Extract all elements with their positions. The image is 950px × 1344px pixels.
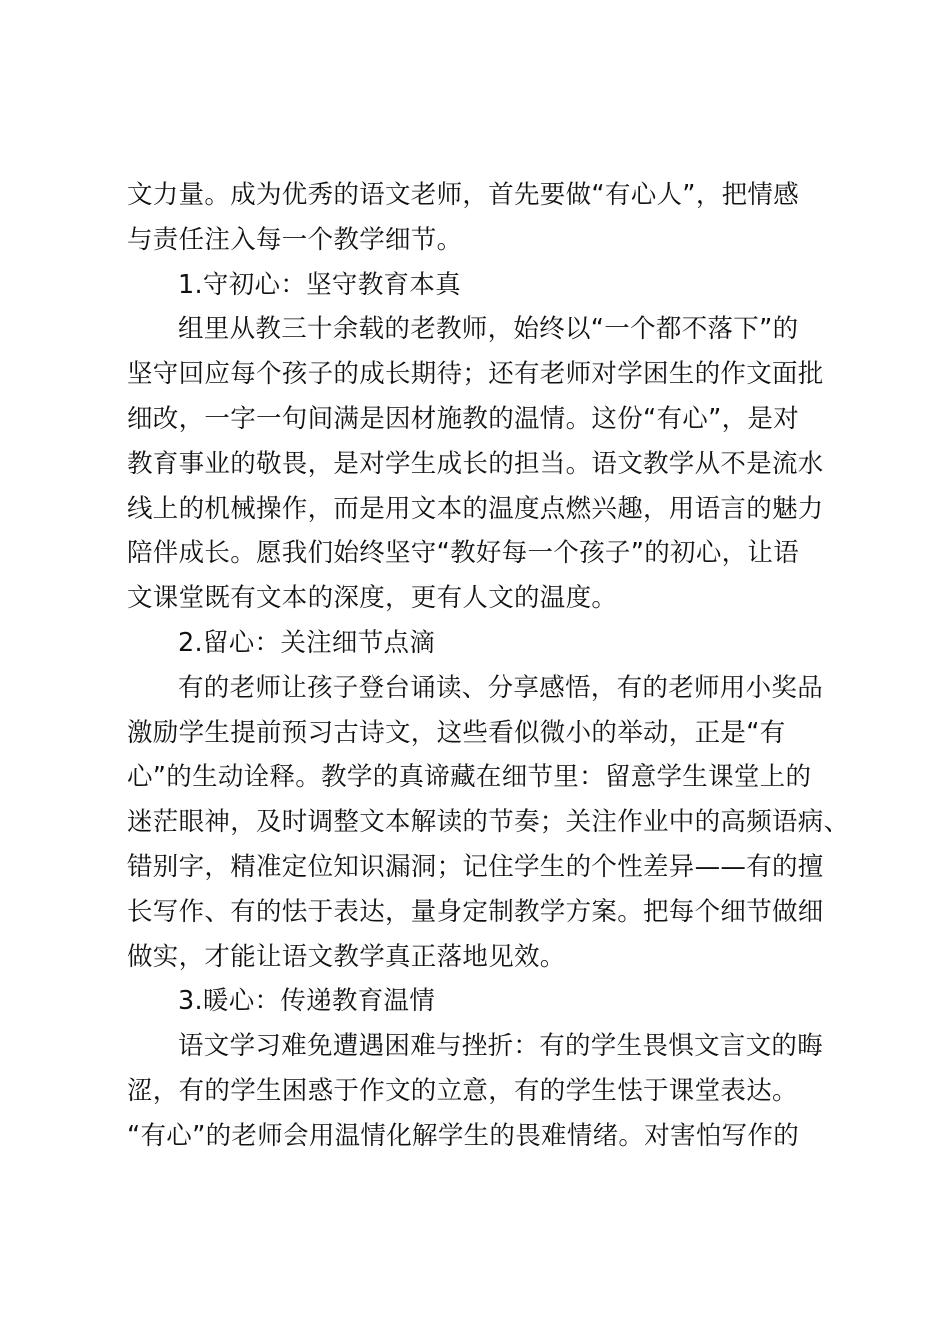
text-line: 错别字，精准定位知识漏洞；记住学生的个性差异——有的擅 (127, 851, 824, 882)
text-line: 心”的生动诠释。教学的真谛藏在细节里：留意学生课堂上的 (127, 762, 812, 793)
text-line: 线上的机械操作，而是用文本的温度点燃兴趣，用语言的魅力 (127, 493, 824, 524)
text-line: 激励学生提前预习古诗文，这些看似微小的举动，正是“有 (127, 717, 786, 748)
section-heading: 3.暖心：传递教育温情 (178, 986, 436, 1017)
text-line: 教育事业的敬畏，是对学生成长的担当。语文教学从不是流水 (127, 448, 824, 479)
text-line: 涩，有的学生困惑于作文的立意，有的学生怯于课堂表达。 (127, 1075, 798, 1106)
text-line: 有的老师让孩子登台诵读、分享感悟，有的老师用小奖品 (178, 672, 824, 703)
section-heading: 1.守初心：坚守教育本真 (178, 269, 461, 300)
text-line: 文课堂既有文本的深度，更有人文的温度。 (127, 583, 618, 614)
text-line: 长写作、有的怯于表达，量身定制教学方案。把每个细节做细 (127, 896, 824, 927)
text-line: 组里从教三十余载的老教师，始终以“一个都不落下”的 (178, 314, 799, 345)
text-line: 文力量。成为优秀的语文老师，首先要做“有心人”，把情感 (127, 180, 800, 210)
text-line: 与责任注入每一个教学细节。 (127, 224, 463, 255)
text-line: 语文学习难免遭遇困难与挫折：有的学生畏惧文言文的晦 (178, 1031, 824, 1062)
document-body (127, 173, 850, 1159)
text-line: 迷茫眼神，及时调整文本解读的节奏；关注作业中的高频语病、 (127, 807, 850, 838)
text-line: 坚守回应每个孩子的成长期待；还有老师对学困生的作文面批 (127, 359, 824, 390)
text-line: 细改，一字一句间满是因材施教的温情。这份“有心”，是对 (127, 403, 800, 434)
text-line: 陪伴成长。愿我们始终坚守“教好每一个孩子”的初心，让语 (127, 538, 800, 569)
text-line: 做实，才能让语文教学真正落地见效。 (127, 941, 566, 972)
text-line: “有心”的老师会用温情化解学生的畏难情绪。对害怕写作的 (127, 1120, 800, 1151)
section-heading: 2.留心：关注细节点滴 (178, 627, 436, 658)
